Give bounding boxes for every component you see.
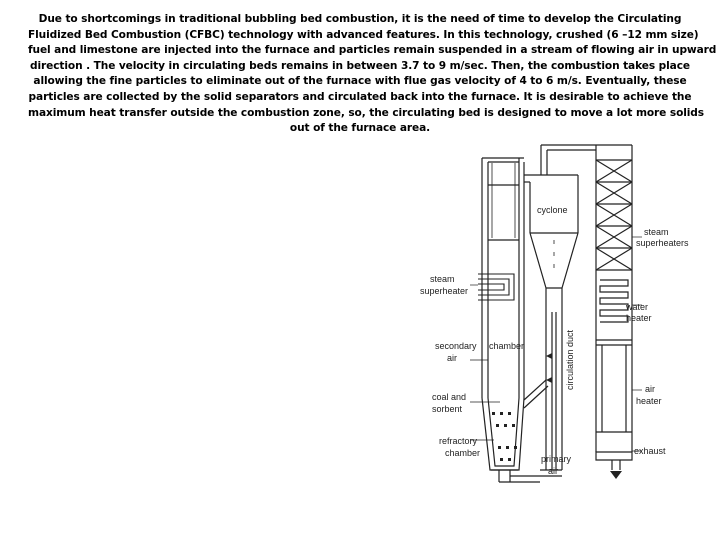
steam-superheater-label-2: superheater	[420, 286, 469, 296]
fuel-injection-duct	[524, 380, 548, 408]
paragraph-line: fuel and limestone are injected into the furnace and particles remain suspended in a stream of flowing air in upward	[28, 44, 717, 57]
paragraph-line: Due to shortcomings in traditional bubbling bed combustion, it is the need of time to develop the Circulating	[38, 13, 682, 25]
paragraph-line: maximum heat transfer outside the combustion zone, so, the circulating bed is designed to move a lot more solids	[28, 106, 704, 119]
steam-superheater-label: steam	[430, 274, 455, 284]
refractory-chamber-label-2: chamber	[445, 448, 481, 458]
secondary-air-label: secondary	[435, 341, 477, 351]
furnace	[482, 158, 524, 470]
primary-air-label-2: air	[548, 466, 559, 476]
cyclone-label: cyclone	[537, 205, 568, 215]
steam-superheaters-label-2: superheaters	[636, 238, 689, 248]
chamber-label: chamber	[489, 341, 525, 351]
paragraph-line: particles are collected by the solid separators and circulated back into the furnace. It is desirable to achieve the	[28, 90, 692, 103]
coal-sorbent-label: coal and	[432, 392, 467, 402]
paragraph-line: Fluidized Bed Combustion (CFBC) technology with advanced features. In this technology, crushed (6 –12 mm size)	[28, 28, 699, 41]
exhaust-duct	[612, 460, 620, 470]
water-heater-label-2: heater	[626, 313, 652, 323]
superheater-coil	[478, 274, 514, 300]
air-heater-label: air	[645, 384, 656, 394]
coal-sorbent-label-2: sorbent	[432, 404, 463, 414]
paragraph-line: direction . The velocity in circulating beds remains in between 3.7 to 9 m/sec. Then, the combustion takes place	[30, 59, 690, 72]
air-heater-label-2: heater	[636, 396, 662, 406]
primary-air-label: primary	[541, 454, 572, 464]
steam-superheaters-label: steam	[644, 227, 669, 237]
circulation-duct-label: circulation duct	[565, 329, 575, 390]
primary-air-inlet	[499, 470, 540, 482]
secondary-air-label-2: air	[447, 353, 458, 363]
exhaust-label: exhaust	[634, 446, 666, 456]
bed-particles	[492, 412, 517, 461]
refractory-chamber-label: refractory	[439, 436, 478, 446]
water-heater-label: water	[626, 302, 649, 312]
circulation-duct	[540, 310, 562, 476]
cyclone	[524, 145, 596, 310]
paragraph-line: allowing the fine particles to eliminate out of the furnace with flue gas velocity of 4 to 6 m/s. Eventually, these	[33, 75, 687, 88]
paragraph-line: out of the furnace area.	[289, 122, 431, 135]
